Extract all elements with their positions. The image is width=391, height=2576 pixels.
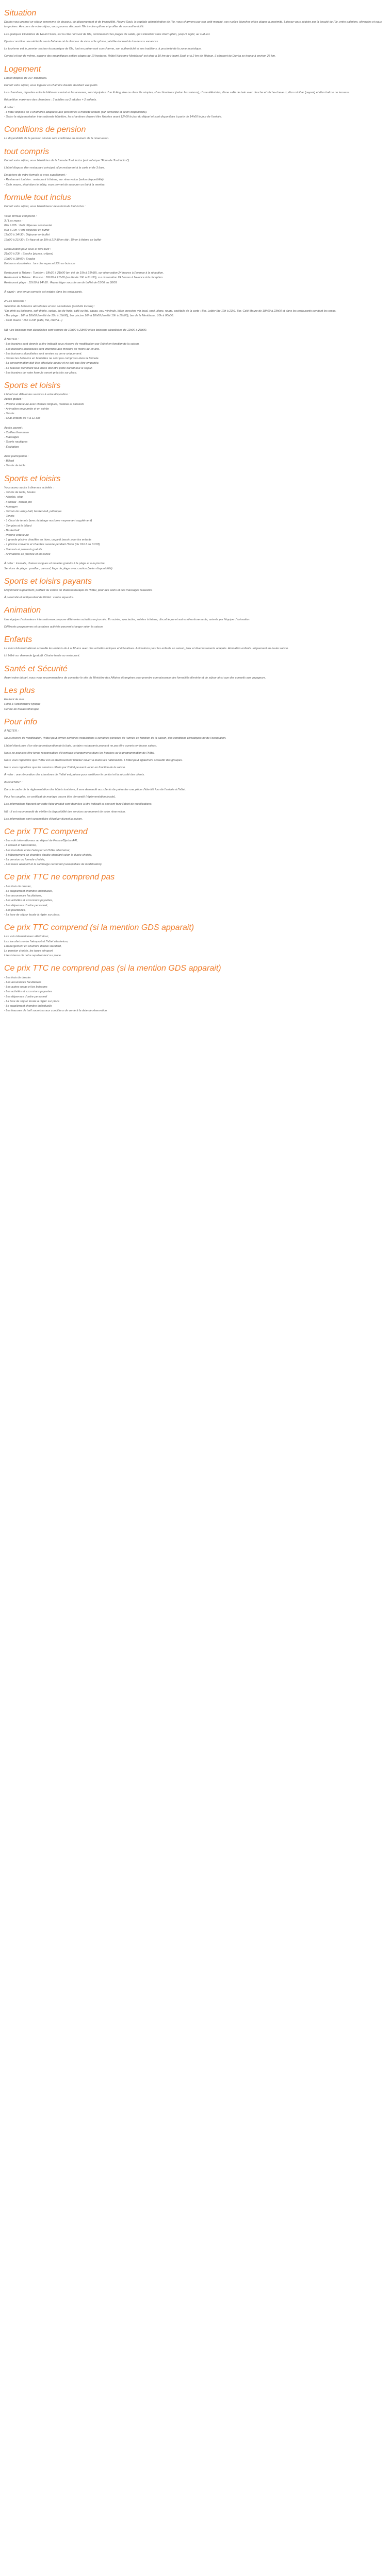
list-item: 10h00 à 18h00 : Snacks [4, 257, 36, 261]
paragraph: L'hôtel dispose d'un restaurant principal, d'un restaurant à la carte et de 3 bars. [4, 166, 105, 170]
section-animation [4, 605, 387, 630]
paragraph: Nous vous rappelons que les services offerts par l'hôtel peuvent varier en fonction de la saison. [4, 766, 126, 770]
list-item: - Terrain de volley-ball, basket-ball, pétanque [4, 510, 62, 513]
list-item: - Football - terrain pro [4, 500, 32, 504]
list-item: Restaurant à Thème : Poisson : 18h30 à 21h00 (en été de 19h à 21h30), sur réservation 24 heures à l'avance à la réception. [4, 276, 164, 280]
section-title: Pour info [4, 717, 38, 726]
paragraph: Sous réserve de modification, l'hôtel peut fermer certaines installations à certaines périodes de l'année en fonction de la saison, des conditions climatiques ou de l'occupation. [4, 737, 226, 740]
list-item: - La pension ou formule choisie, [4, 858, 45, 861]
list-item: À noter : transats, chaises longues et matelas gratuits à la plage et à la piscine. [4, 562, 106, 566]
list-item: La pension choisie, les taxes aéroport, [4, 950, 54, 953]
section-title: Enfants [4, 635, 32, 645]
list-item: 12h30 à 14h30 : Déjeuner en buffet [4, 233, 50, 237]
section-title: Ce prix TTC ne comprend pas (si la mention GDS apparait) [4, 964, 221, 973]
list [4, 106, 387, 120]
paragraph: À proximité et indépendant de l'hôtel : centre équestre. [4, 596, 74, 600]
list-item: - Les hausses de tarif soumises aux conditions de vente à la date de réservation [4, 1009, 107, 1013]
list-item: - Les activités et excursions payantes [4, 990, 52, 994]
section-title: Ce prix TTC comprend (si la mention GDS apparait) [4, 923, 194, 933]
section-plus [4, 686, 387, 712]
section-pour-info [4, 717, 387, 822]
list [4, 205, 387, 376]
list-item: - Tennis de table [4, 464, 26, 468]
list-item: Restauration pour ceux et lève-tard : [4, 248, 51, 251]
list-item: - Les horaires de votre formule seront précisés sur place. [4, 371, 77, 375]
list-item: - Basketball [4, 529, 20, 532]
section-prix-ne-comprend [4, 872, 387, 918]
list-item: Vous aurez accès à diverses activités : [4, 486, 54, 489]
list-item: Restaurant à Thème : Tunisien : 18h30 à 21h00 (en été de 19h à 21h30), sur réservation 24 heures à l'avance à la réception. [4, 272, 164, 275]
section-sports-2 [4, 474, 387, 571]
list-item: En dehors de votre formule et avec supplément : [4, 174, 67, 177]
section-situation [4, 8, 387, 59]
paragraph: Djerba vous promet un séjour synonyme de douceur, de dépaysement et de tranquillité. Houmt Souk, la capitale administrative de l'île, vous charmera par son petit marché, ses ruelles blanches et les plages à proximité. Laissez-vous séduire par la beauté de l'île, entre palmiers, oliveraies et eaux turquoises. Au cours de votre séjour, vous pourrez découvrir l'île à votre rythme et profiter de son authenticité. [4, 21, 382, 29]
list-item: - Piscine extérieure [4, 534, 29, 537]
list-item: - Aérobic, step [4, 496, 23, 499]
list-item: - Les taxes aéroport et la surcharge carburant (susceptibles de modification). [4, 863, 103, 867]
paragraph: Central et tout de même, aucune des magnifiques petites plages de 10 hectares, l'hôtel Welcome Meridiana* est situé à 10 km de Houmt Souk et à 2 km de Midoun. L'aéroport de Djerba se trouve à environ 25 km. [4, 55, 276, 58]
paragraph: Durant votre séjour, vous logerez en chambre double standard vue jardin. [4, 83, 99, 87]
paragraph: IMPORTANT : [4, 781, 23, 784]
list-item: - Les activités et excursions payantes, [4, 899, 53, 903]
list [4, 698, 387, 712]
list-item: - Billard [4, 460, 14, 463]
list [4, 393, 387, 469]
list [4, 885, 387, 918]
list-item [4, 421, 387, 426]
list-item: Accès payant : [4, 426, 23, 430]
section-formule [4, 193, 387, 376]
list [4, 173, 387, 188]
paragraph: NB : Il est recommandé de vérifier la disponibilité des services au moment de votre réservation. [4, 810, 126, 814]
section-title: Sports et loisirs [4, 381, 61, 390]
list-item: L'hébergement en chambre double standard, [4, 944, 62, 948]
section-title: formule tout inclus [4, 193, 71, 202]
list-item: En front de mer [4, 698, 24, 702]
list [4, 839, 387, 867]
list-item: Votre formule comprend : [4, 214, 37, 218]
list-item: - Le bracelet identifiant tout inclus doit être porté durant tout le séjour. [4, 366, 93, 370]
paragraph: Répartition maximum des chambres : 3 adultes ou 2 adultes + 2 enfants. [4, 98, 97, 102]
paragraph: Nous vous rappelons que l'hôtel est un établissement hôtelier ouvert à toutes les nationalités. L'hôtel peut également accueillir des groupes. [4, 758, 183, 762]
list-item: - Animation en journée et en soirée [4, 407, 49, 411]
list-item [4, 333, 387, 337]
section-prix-gds [4, 923, 387, 958]
list-item: - Toutes les boissons en bouteilles ne sont pas comprises dans la formule. [4, 357, 100, 361]
list-item: - Piscine extérieure avec chaises longues, matelas et parasols [4, 402, 84, 406]
section-title: Sports et loisirs payants [4, 577, 92, 586]
paragraph: Le tourisme est le premier secteur économique de l'île, tout en préservant son charme, son authenticité et ses traditions, à proximité de la zone touristique. [4, 47, 202, 51]
section-sports-payants [4, 577, 387, 601]
list-item: - Bar plage : 10h à 18h00 (en été de 10h à 19h00), bar piscine 10h à 18h00 (en été 10h à 19h00), bar de la Meridiana : 10h à 00h00. [4, 314, 174, 318]
section-conditions [4, 125, 387, 141]
section-enfants [4, 635, 387, 659]
list-item: - Tennis [4, 515, 14, 518]
list-item: 21h30 à 23h : Snacks (pizzas, crêpes) [4, 252, 54, 256]
paragraph: Nous ne pouvons être tenus responsables d'éventuels changements dans les horaires ou la programmation de l'hôtel. [4, 751, 155, 755]
list-item: 07h à 10h : Petit déjeuner en buffet [4, 229, 50, 232]
list-item: 07h à 07h : Petit déjeuner continental [4, 224, 52, 227]
section-sports [4, 381, 387, 469]
list-item: - Les dépenses d'ordre personnel [4, 995, 47, 998]
list-item: Les vols internationaux aller/retour, [4, 935, 49, 939]
list-item: À NOTER : [4, 338, 19, 342]
list-item: - Les autres repas et les boissons [4, 986, 47, 989]
paragraph: Différents programmes et certaines activités peuvent changer selon la saison. [4, 625, 104, 629]
paragraph: Dans le cadre de la réglementation des hôtels tunisiens, il sera demandé aux clients de présenter une pièce d'identité lors de l'arrivée à l'hôtel. [4, 788, 186, 791]
paragraph: Les informations figurant sur cette fiche produit sont données à titre indicatif et peuvent faire l'objet de modifications. [4, 803, 153, 806]
paragraph: Les informations sont susceptibles d'évoluer durant la saison. [4, 817, 83, 821]
list-item: - Les boissons alcoolisées sont servies au verre uniquement. [4, 352, 83, 355]
list-item [4, 324, 387, 328]
list-item: À savoir : une tenue correcte est exigée dans les restaurants. [4, 291, 83, 294]
list-item: - Cafe maure, situé dans le lobby, vous permet de savourer un thé à la menthe. [4, 183, 106, 187]
list-item: - Les dépenses d'ordre personnel, [4, 904, 48, 907]
list-item: Boissons alcoolisées : lors des repas et 23h en boisson [4, 262, 75, 265]
list-item: L'assistance de notre représentant sur place. [4, 954, 62, 958]
section-title: tout compris [4, 147, 50, 156]
list-item: - Tennis [4, 412, 14, 416]
list-item: - Les transferts entre l'aéroport et l'hôtel aller/retour, [4, 849, 71, 852]
list-item [4, 243, 387, 247]
list-item [4, 295, 387, 299]
section-title: Conditions de pension [4, 125, 86, 134]
list-item: - La taxe de séjour locale à régler sur place. [4, 913, 60, 917]
list-item [4, 557, 387, 562]
section-prix-gds-ne [4, 963, 387, 1013]
list-item: Les transferts entre l'aéroport et l'hôtel aller/retour, [4, 940, 69, 943]
paragraph: Djerba constitue une véritable oasis flottante où la douceur de vivre et le rythme paisible donnent le ton de vos vacances. [4, 40, 159, 43]
list-item: - Café maure : 16h à 23h (café, thé, chicha...) [4, 319, 62, 323]
list-item: - Les frais de dossier [4, 976, 31, 979]
paragraph: L'hôtel dispose de 307 chambres. [4, 76, 47, 80]
list-item: - Aquagym [4, 505, 18, 509]
list-item [4, 285, 387, 290]
list-item: NB : les boissons non alcoolisées sont servies de 10h00 à 23h00 et les boissons alcoolisées de 11h00 à 23h00. [4, 328, 147, 332]
paragraph: La disponibilité de la pension choisie sera confirmée au moment de la réservation. [4, 137, 109, 141]
list-item: 3 / Les repas : [4, 219, 23, 223]
list-item: - Équitation [4, 445, 19, 449]
list-item: - Restaurant tunisien : restaurant à thème, sur réservation (selon disponibilité). [4, 178, 105, 182]
paragraph: Lit bébé sur demande (gratuit). Chaise haute au restaurant. [4, 654, 80, 658]
list-item [4, 266, 387, 271]
list-item: Avec participation : [4, 455, 29, 458]
paragraph: Durant votre séjour, vous bénéficiez de la formule Tout Inclus (voir rubrique "Formule Tout Inclus"). [4, 159, 130, 162]
list-item: - Les horaires sont donnés à titre indicatif sous réserve de modification par l'hôtel en fonction de la saison. [4, 343, 140, 346]
list [4, 935, 387, 958]
list-item: - La taxe de séjour locale à régler sur place [4, 999, 60, 1003]
list-item: - Les frais de dossier, [4, 885, 32, 888]
section-title: Situation [4, 9, 37, 18]
list-item: - Coiffeur/hammam [4, 431, 29, 434]
list-item: - Les vols internationaux au départ de France/Djerba A/R, [4, 839, 78, 843]
list-item: - Les boissons alcoolisées sont interdites aux mineurs de moins de 18 ans. [4, 347, 100, 351]
list-item: *En drink ou boissons, soft drinks, sodas, jus de fruits, café ou thé, cacao, eau minérale, bière pression, vin local, rosé, blanc, rouge, cocktails de la carte : Bar, Lobby (de 10h à 23h), Bar, Café Maure de 18h00 à 23h00 et dans les restaurants pendant les repas. [4, 309, 336, 313]
list [4, 729, 387, 822]
list-item: - Les assurances facultatives, [4, 894, 42, 898]
product-sheet [0, 0, 391, 1027]
list-item: Sélection de boissons alcoolisées et non alcoolisées (produits locaux) : [4, 304, 95, 308]
paragraph: À NOTER : [4, 730, 19, 733]
list-item: Services de plage : pavillon, parasol, linge de plage avec caution (selon disponibilité) [4, 567, 112, 570]
list-item: Hôtel à l'architecture typique [4, 703, 41, 706]
list-item: 2/ Les boissons : [4, 300, 26, 303]
section-logement [4, 64, 387, 120]
list-item: 19h00 à 21h30 : En face et de 19h à 21h30 en été : Dîner à thème en buffet [4, 238, 102, 242]
list-item: Durant votre séjour, vous bénéficierez de la formule tout inclus : [4, 205, 86, 209]
section-prix-comprend [4, 827, 387, 868]
list-item: - Les assurances facultatives [4, 980, 42, 984]
list-item: - Tennis de table, boules [4, 491, 36, 495]
list-item: Restaurant plage : 12h30 à 14h30 : Repas léger sous forme de buffet de 01/06 au 30/09 [4, 281, 117, 284]
list-item: - Les pourboires, [4, 908, 26, 912]
list-item: - La consommation doit être effectuée au bar et ne doit pas être emportée. [4, 362, 100, 365]
paragraph: Les quelques kilomètres de Houmt Souk, sur la côte nord-est de l'île, commencent les plages de sable, qui s'étendent sans interruption, jusqu'à Aghir, au sud-est. [4, 32, 210, 36]
list-item: - L'hôtel dispose de 3 chambres adaptées aux personnes à mobilité réduite (sur demande et selon disponibilité). [4, 110, 148, 114]
list-item [4, 450, 387, 454]
list-item: - Le supplément chambre individuelle [4, 1004, 52, 1008]
list-item: - L'hébergement en chambre double standard selon la durée choisie, [4, 853, 92, 857]
paragraph: Les chambres, réparties entre le bâtiment central et les annexes, sont équipées d'un lit king size ou deux lits simples, d'un climatiseur (selon les saisons), d'une télévision, d'une salle de bain avec douche et sèche-cheveux, d'un minibar (payant) et d'un balcon ou terrasse. [4, 91, 350, 95]
list-item: Centre de thalassothérapie [4, 707, 39, 711]
list-item: - Le supplément chambre individuelle, [4, 889, 53, 893]
list-item: - 1 Court de tennis (avec éclairage nocturne moyennant supplément) [4, 519, 92, 523]
section-title: Animation [4, 606, 41, 615]
list-item: Accès gratuit : [4, 398, 23, 401]
paragraph: Le mini club international accueille les enfants de 4 à 12 ans avec des activités ludiques et éducatives. Animations pour les enfants en saison, jeux et divertissements adaptés. Animation enfants uniquement en haute saison. [4, 647, 289, 651]
list-item: - 1 grande piscine chauffée en hiver, un petit bassin pour les enfants [4, 538, 92, 542]
list-item: L'hôtel met différentes services à votre disposition : [4, 393, 70, 397]
section-title: Ce prix TTC ne comprend pas [4, 873, 115, 882]
section-title: Ce prix TTC comprend [4, 827, 88, 836]
section-title: Santé et Sécurité [4, 664, 68, 673]
list-item: - Transats et parasols gratuits [4, 548, 42, 551]
section-title: Logement [4, 64, 41, 74]
paragraph: Pour les couples, un certificat de mariage pourra être demandé (réglementation locale). [4, 795, 116, 799]
paragraph: À noter : une rénovation des chambres de l'hôtel est prévue pour améliorer le confort et la sécurité des clients. [4, 773, 145, 777]
list-item: - L'accueil et l'assistance, [4, 844, 37, 848]
list-item: - Club enfants de 4 à 12 ans [4, 417, 41, 420]
list [4, 976, 387, 1014]
section-title: Sports et loisirs [4, 474, 61, 483]
list-item: - Selon la réglementation internationale hôtelière, les chambres devront être libérées avant 12h00 le jour du départ et sont disponibles à partir de 14h00 le jour de l'arrivée. [4, 115, 222, 118]
paragraph: Moyennant supplément, profitez du centre de thalassothérapie de l'hôtel, pour des soins et des massages relaxants. [4, 588, 153, 592]
list-item: À noter : [4, 106, 15, 109]
list-item: - Massages [4, 436, 19, 439]
paragraph: L'hôtel étant près d'un site de restauration de la baie, certains restaurants peuvent ne pas être ouverts en basse saison. [4, 744, 157, 748]
list-item: - 1 piscine couverte et chauffée ouverte pendant l'hiver (du 01/11 au 31/03) [4, 543, 100, 547]
paragraph: Une équipe d'animateurs internationaux propose différentes activités en journée. En soirée, spectacles, soirées à thème, discothèque et autres divertissements, animés par l'équipe d'animation. [4, 618, 251, 621]
paragraph: Avant votre départ, nous vous recommandons de consulter le site du Ministère des Affaires étrangères pour prendre connaissance des formalités d'entrée et de séjour ainsi que des conseils aux voyageurs. [4, 676, 266, 680]
section-title: Les plus [4, 686, 35, 696]
list-item [4, 209, 387, 214]
section-tout-compris [4, 147, 387, 188]
list-item: - Sports nautiques [4, 440, 28, 444]
section-sante [4, 664, 387, 681]
list-item: - Animations en journée et en soirée [4, 552, 51, 556]
list-item: - Ten pins et le billard [4, 524, 31, 528]
list [4, 486, 387, 571]
